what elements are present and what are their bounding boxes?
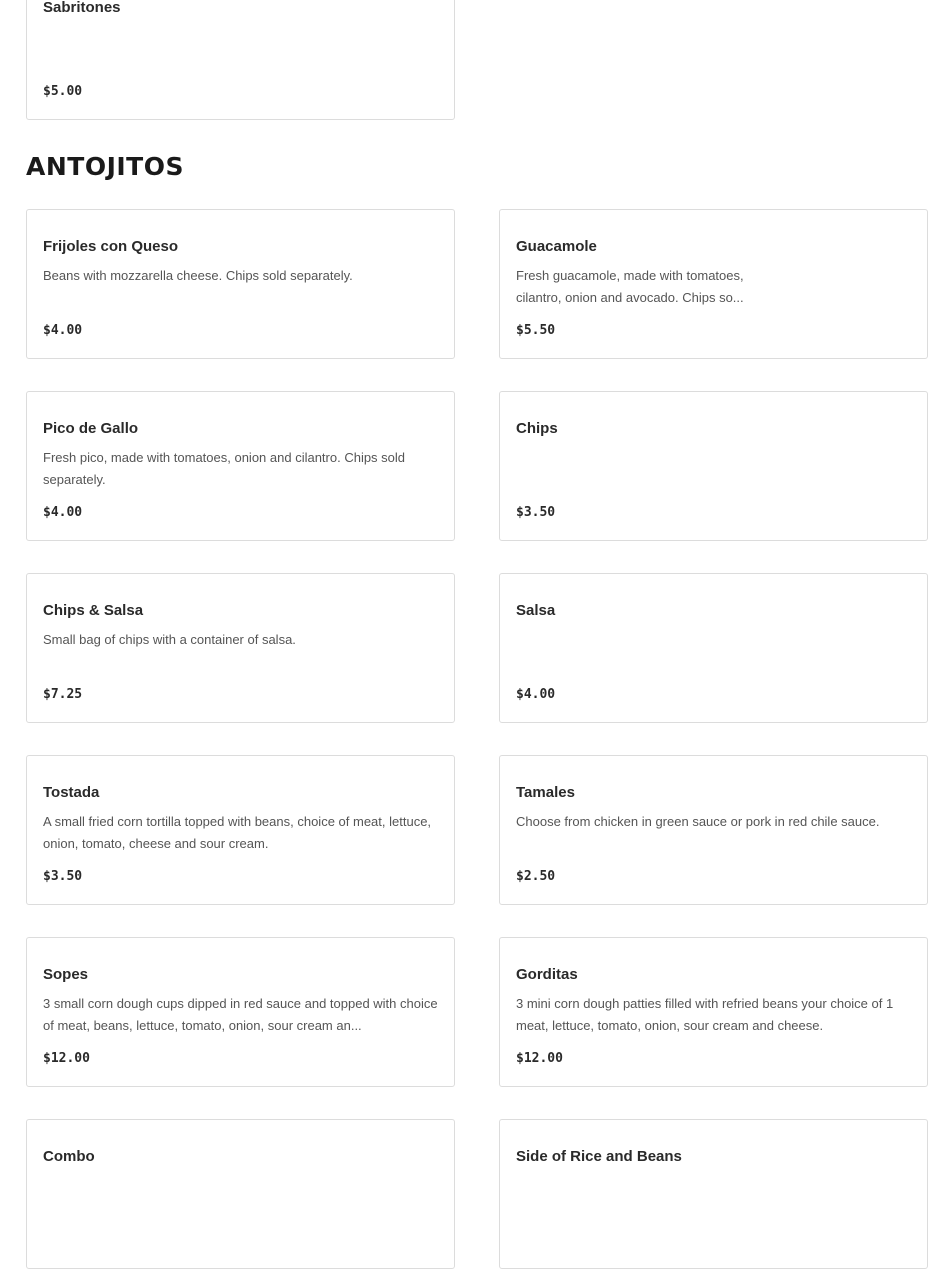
item-description: Small bag of chips with a container of salsa.: [43, 632, 296, 647]
item-price: $12.00: [43, 1051, 90, 1066]
item-price: $5.50: [516, 323, 556, 338]
item-name: Sopes: [43, 966, 89, 983]
menu-item-card[interactable]: [26, 755, 455, 905]
item-name: Side of Rice and Beans: [516, 1148, 682, 1165]
item-name: Guacamole: [516, 238, 597, 255]
item-name: Salsa: [516, 602, 556, 619]
item-name: Chips: [516, 420, 558, 437]
item-description: A small fried corn tortilla topped with beans, choice of meat, lettuce, onion, tomato, cheese and sour cream.: [43, 814, 432, 851]
section-title: ANTOJITOS: [26, 152, 184, 181]
item-description: Choose from chicken in green sauce or pork in red chile sauce.: [516, 814, 880, 829]
menu-item-card[interactable]: [26, 937, 455, 1087]
item-name: Combo: [43, 1148, 95, 1165]
item-price: $2.50: [516, 869, 556, 884]
item-name: Frijoles con Queso: [43, 238, 179, 255]
item-name: Tostada: [43, 784, 100, 801]
menu-item-card[interactable]: [499, 573, 928, 723]
menu-item-card[interactable]: [26, 209, 455, 359]
menu-item-card[interactable]: [499, 937, 928, 1087]
item-description: 3 mini corn dough patties filled with refried beans your choice of 1 meat, lettuce, tomato, onion, sour cream and cheese.: [516, 996, 894, 1033]
item-description: Fresh pico, made with tomatoes, onion and cilantro. Chips sold separately.: [43, 450, 406, 487]
item-name: Gorditas: [516, 966, 578, 983]
menu-item-card[interactable]: [499, 755, 928, 905]
menu-item-card[interactable]: [26, 1119, 455, 1269]
menu-item-card[interactable]: [499, 391, 928, 541]
menu-item-card[interactable]: [26, 573, 455, 723]
item-name: Pico de Gallo: [43, 420, 139, 437]
item-description: Fresh guacamole, made with tomatoes, cilantro, onion and avocado. Chips so...: [516, 268, 744, 305]
item-price: $3.50: [516, 505, 556, 520]
menu-item-card-sabritones[interactable]: [26, 0, 455, 120]
item-description: 3 small corn dough cups dipped in red sauce and topped with choice of meat, beans, lettuce, tomato, onion, sour cream an...: [43, 996, 438, 1033]
item-price: $4.00: [516, 687, 556, 702]
menu-item-card[interactable]: [26, 391, 455, 541]
item-price: $5.00: [43, 84, 83, 99]
menu-item-card[interactable]: [499, 209, 928, 359]
item-name: Tamales: [516, 784, 575, 801]
item-price: $4.00: [43, 505, 83, 520]
item-price: $4.00: [43, 323, 83, 338]
item-name: Sabritones: [43, 0, 121, 16]
item-price: $3.50: [43, 869, 83, 884]
item-price: $12.00: [516, 1051, 563, 1066]
item-price: $7.25: [43, 687, 83, 702]
menu-item-card[interactable]: [499, 1119, 928, 1269]
item-description: Beans with mozzarella cheese. Chips sold separately.: [43, 268, 353, 283]
item-name: Chips & Salsa: [43, 602, 144, 619]
